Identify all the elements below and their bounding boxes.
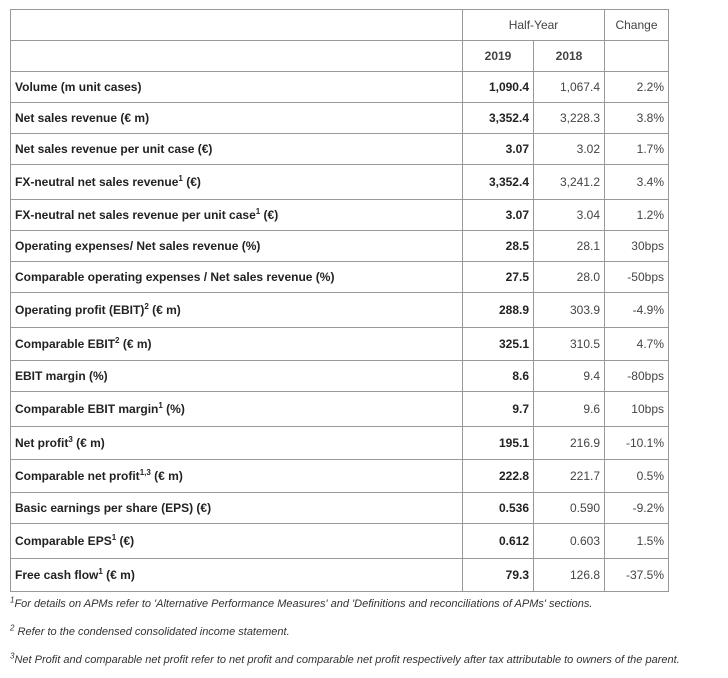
value-2019: 3,352.4 (463, 165, 534, 200)
value-2018: 3,228.3 (534, 103, 605, 134)
row-label-text: Comparable operating expenses / Net sales revenue (%) (15, 270, 335, 284)
table-row (11, 262, 669, 293)
value-2018: 303.9 (534, 293, 605, 328)
value-2018: 3.02 (534, 134, 605, 165)
footnote-2-text: Refer to the condensed consolidated income statement. (14, 626, 290, 638)
row-label-text: Free cash flow (15, 568, 99, 582)
change-value: 3.4% (605, 165, 669, 200)
change-value: 4.7% (605, 328, 669, 361)
footnote-2 (10, 623, 290, 638)
value-2019: 9.7 (463, 392, 534, 427)
table-row (11, 524, 669, 559)
row-label-footnote-marker: 3 (68, 435, 73, 444)
value-2018: 9.4 (534, 361, 605, 392)
row-label-text: Comparable net profit (15, 469, 140, 483)
half-year-header: Half-Year (463, 10, 605, 41)
value-2019: 27.5 (463, 262, 534, 293)
change-value: 3.8% (605, 103, 669, 134)
header-row-years (11, 41, 669, 72)
header-blank-cell (11, 41, 463, 72)
row-label-unit: (%) (162, 402, 185, 416)
row-label-unit: (€ m) (119, 337, 152, 351)
row-label-text: Basic earnings per share (EPS) (€) (15, 501, 212, 515)
row-label-text: EBIT margin (%) (15, 369, 108, 383)
table-row (11, 293, 669, 328)
row-label (11, 493, 463, 524)
footnote-3 (10, 651, 680, 666)
row-label-footnote-marker: 1 (98, 567, 103, 576)
value-2019: 288.9 (463, 293, 534, 328)
row-label (11, 559, 463, 592)
value-2018: 221.7 (534, 460, 605, 493)
row-label-unit: (€ m) (148, 303, 181, 317)
row-label-text: Net profit (15, 436, 69, 450)
row-label (11, 262, 463, 293)
row-label-text: Operating profit (EBIT) (15, 303, 145, 317)
row-label (11, 328, 463, 361)
row-label (11, 72, 463, 103)
footnote-1 (10, 595, 593, 610)
value-2019: 3.07 (463, 134, 534, 165)
footnote-3-marker: 3 (10, 651, 15, 661)
header-blank-cell (605, 41, 669, 72)
row-label-text: Volume (m unit cases) (15, 80, 142, 94)
change-value: -9.2% (605, 493, 669, 524)
row-label-unit: (€ m) (102, 568, 135, 582)
row-label (11, 165, 463, 200)
row-label-text: Operating expenses/ Net sales revenue (%) (15, 239, 261, 253)
value-2019: 28.5 (463, 231, 534, 262)
financial-table (10, 9, 669, 592)
table-row (11, 103, 669, 134)
table-row (11, 328, 669, 361)
row-label-footnote-marker: 1,3 (139, 468, 151, 477)
row-label-text: Comparable EPS (15, 534, 112, 548)
table-row (11, 427, 669, 460)
value-2018: 28.1 (534, 231, 605, 262)
row-label-footnote-marker: 1 (111, 533, 117, 542)
change-value: 1.2% (605, 200, 669, 231)
row-label (11, 134, 463, 165)
row-label (11, 231, 463, 262)
value-2018: 9.6 (534, 392, 605, 427)
value-2018: 1,067.4 (534, 72, 605, 103)
year-2018-header: 2018 (534, 41, 605, 72)
row-label (11, 103, 463, 134)
change-value: -10.1% (605, 427, 669, 460)
row-label-footnote-marker: 1 (158, 401, 163, 410)
row-label (11, 392, 463, 427)
table-row (11, 165, 669, 200)
row-label-text: FX-neutral net sales revenue (15, 175, 179, 189)
change-value: 10bps (605, 392, 669, 427)
row-label-footnote-marker: 2 (144, 302, 149, 311)
value-2018: 310.5 (534, 328, 605, 361)
year-2019-header: 2019 (463, 41, 534, 72)
value-2018: 216.9 (534, 427, 605, 460)
row-label-text: Comparable EBIT margin (15, 402, 159, 416)
table-row (11, 200, 669, 231)
row-label-text: FX-neutral net sales revenue per unit case (15, 208, 256, 222)
table-row (11, 493, 669, 524)
value-2019: 79.3 (463, 559, 534, 592)
change-value: -4.9% (605, 293, 669, 328)
change-value: 0.5% (605, 460, 669, 493)
value-2019: 1,090.4 (463, 72, 534, 103)
row-label-unit: (€) (116, 534, 135, 548)
table-row (11, 460, 669, 493)
row-label-footnote-marker: 1 (255, 207, 261, 216)
value-2019: 325.1 (463, 328, 534, 361)
footnote-1-text: For details on APMs refer to 'Alternative Performance Measures' and 'Definitions and reconciliations of APMs' sections. (14, 598, 593, 610)
change-value: -80bps (605, 361, 669, 392)
row-label-unit: (€) (260, 208, 279, 222)
row-label-text: Net sales revenue per unit case (€) (15, 142, 213, 156)
row-label-unit: (€ m) (150, 469, 183, 483)
table-row (11, 361, 669, 392)
row-label-footnote-marker: 1 (178, 174, 183, 183)
row-label-unit: (€) (182, 175, 201, 189)
row-label (11, 524, 463, 559)
value-2019: 0.536 (463, 493, 534, 524)
table-row (11, 392, 669, 427)
row-label (11, 361, 463, 392)
value-2018: 28.0 (534, 262, 605, 293)
row-label (11, 427, 463, 460)
value-2019: 3.07 (463, 200, 534, 231)
footnote-1-marker: 1 (10, 595, 15, 605)
row-label-unit: (€ m) (72, 436, 105, 450)
header-row-period (11, 10, 669, 41)
row-label-text: Comparable EBIT (15, 337, 116, 351)
value-2018: 3.04 (534, 200, 605, 231)
value-2019: 195.1 (463, 427, 534, 460)
change-value: -37.5% (605, 559, 669, 592)
value-2018: 0.590 (534, 493, 605, 524)
header-blank-cell (11, 10, 463, 41)
table-row (11, 72, 669, 103)
footnote-3-text: Net Profit and comparable net profit refer to net profit and comparable net profit respectively after tax attributable to owners of the parent. (14, 654, 680, 666)
row-label (11, 460, 463, 493)
change-value: 2.2% (605, 72, 669, 103)
change-value: 30bps (605, 231, 669, 262)
change-header: Change (605, 10, 669, 41)
table-row (11, 231, 669, 262)
table-row (11, 134, 669, 165)
row-label (11, 293, 463, 328)
row-label (11, 200, 463, 231)
change-value: -50bps (605, 262, 669, 293)
change-value: 1.5% (605, 524, 669, 559)
value-2019: 8.6 (463, 361, 534, 392)
value-2019: 222.8 (463, 460, 534, 493)
row-label-footnote-marker: 2 (115, 336, 120, 345)
footnote-2-marker: 2 (10, 623, 15, 633)
value-2018: 3,241.2 (534, 165, 605, 200)
value-2019: 0.612 (463, 524, 534, 559)
change-value: 1.7% (605, 134, 669, 165)
value-2019: 3,352.4 (463, 103, 534, 134)
row-label-text: Net sales revenue (€ m) (15, 111, 150, 125)
value-2018: 0.603 (534, 524, 605, 559)
value-2018: 126.8 (534, 559, 605, 592)
table-row (11, 559, 669, 592)
